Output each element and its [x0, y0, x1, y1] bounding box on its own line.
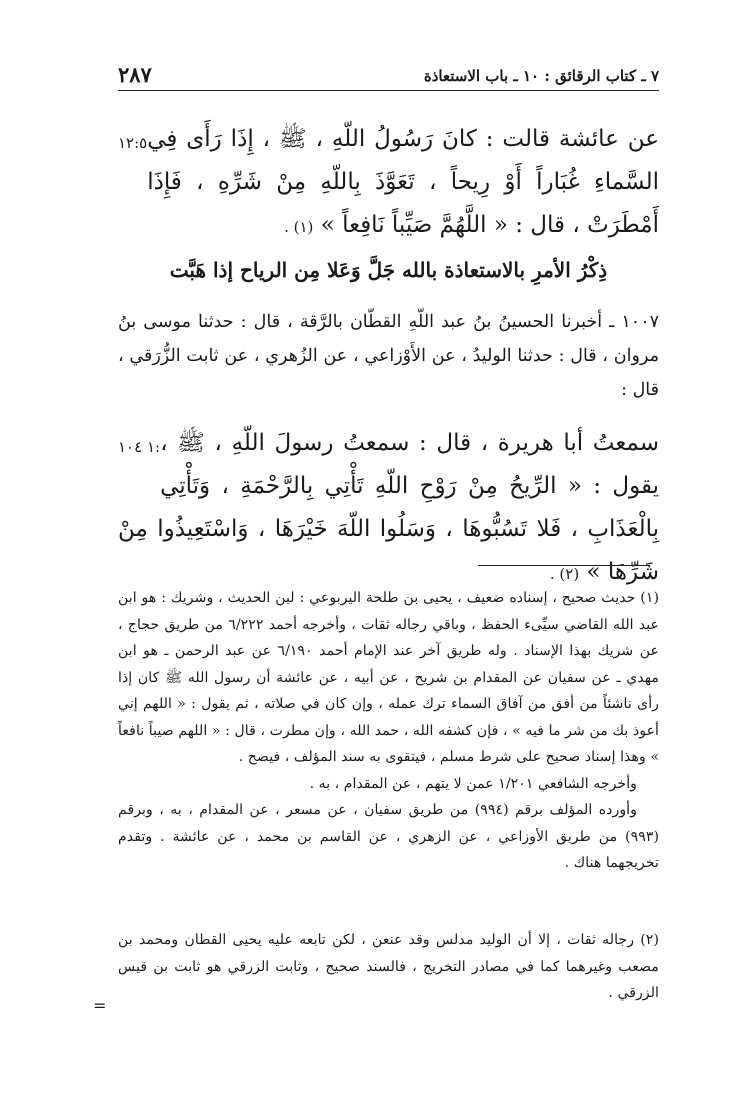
- footnote-2-marker: (٢): [640, 932, 659, 948]
- footnote-1-marker: (١): [640, 590, 659, 606]
- hadith-2-matn: سمعتُ أبا هريرة ، قال : سمعتُ رسولَ اللّهِ ، ﷺ ، يقول : « الرِّيحُ مِنْ رَوْحِ اللّهِ تَأْتِي بِالرَّحْمَةِ ، وَتَأْتِي بِالْعَذَابِ ، فَلا تَسُبُّوهَا ، وَسَلُوا اللّهَ خَيْرَهَا ، وَاسْتَعِيذُوا مِنْ شَرِّهَا »: [118, 430, 659, 585]
- footnote-1-body: حديث صحيح ، إسناده ضعيف ، يحيى بن طلحة اليربوعي : لين الحديث ، وشريك : هو ابن عبد الله القاضي سيِّىء الحفظ ، وباقي رجاله ثقات ، وأخرجه أحمد ٦/٢٢٢ من طريق حجاج ، عن شريك بهذا الإسناد . وله طريق آخر عند الإمام أحمد ٦/١٩٠ عن عبد الرحمن ـ هو ابن مهدي ـ عن سفيان عن المقدام بن شريح ، عن أبيه ، عن عائشة أن رسول الله ﷺ كان إذا رأى ناشئاً من أفق من آفاق السماء ترك عمله ، وإن كان في صلاته ، ثم يقول : « اللهم إني أعوذ بك من شر ما فيه » ، فإن كشفه الله ، حمد الله ، وإن مطرت ، قال : « اللهم صيباً نافعاً » وهذا إسناد صحيح على شرط مسلم ، فيتقوى به سند المؤلف ، فيصح .: [118, 590, 660, 765]
- hadith-2-text: [118, 422, 659, 596]
- footnote-divider: [478, 565, 650, 566]
- footnote-1-reference: (١) .: [284, 218, 314, 236]
- section-heading: ذِكْرُ الأمرِ بالاستعاذة بالله جَلَّ وَعَلا مِن الرياح إذا هَبَّت: [169, 258, 608, 282]
- hadith-2-cross-reference: ١ ١٠٤:: [118, 438, 161, 456]
- footnote-2-body: رجاله ثقات ، إلا أن الوليد مدلس وقد عنعن ، لكن تابعه عليه يحيى القطان ومحمد بن مصعب وغيرهما كما في مصادر التخريج ، فالسند صحيح ، وثابت الزرقي هو ثابت بن قيس الزرقي .: [118, 932, 659, 1001]
- footnote-1-para-3: وأورده المؤلف برقم (٩٩٤) من طريق سفيان ، عن مسعر ، عن المقدام ، به ، وبرقم (٩٩٣) من طريق الأوزاعي ، عن الزهري ، عن القاسم بن محمد ، عن عائشة . وتقدم تخريجهما هناك .: [118, 802, 659, 871]
- page-header: [118, 60, 659, 91]
- hadith-1-cross-reference: ١٢:٥: [118, 134, 148, 152]
- running-title: ٧ ـ كتاب الرقائق : ١٠ ـ باب الاستعاذة: [423, 67, 659, 85]
- page-number: ٢٨٧: [118, 62, 152, 87]
- footnote-2-reference: (٢) .: [549, 565, 580, 583]
- hadith-1-matn: عن عائشة قالت : كانَ رَسُولُ اللّهِ ، ﷺ ، إِذَا رَأَى فِي السَّماءِ غُبَاراً أَوْ رِيحاً ، تَعَوَّذَ بِاللّهِ مِنْ شَرِّهِ ، فَإِذَا أَمْطَرَتْ ، قال : « اللَّهُمَّ صَيِّباً نَافِعاً »: [147, 126, 659, 238]
- footnote-1-para-2: وأخرجه الشافعي ١/٢٠١ عمن لا يتهم ، عن المقدام ، به .: [309, 775, 637, 792]
- footnote-2: [118, 927, 659, 1007]
- footnote-1-para-1: [118, 585, 659, 771]
- hadith-1-text: [118, 118, 659, 249]
- footnote-1: [118, 585, 659, 877]
- hadith-2-isnad: ١٠٠٧ ـ أخبرنا الحسينُ بنُ عبد اللّهِ القطّان بالرَّقة ، قال : حدثنا موسى بنُ مروان ، قال : حدثنا الوليدُ ، عن الأَوْزاعي ، عن الزُهري ، عن ثابت الزُّرَقي ، قال :: [118, 312, 659, 400]
- continuation-mark: =: [93, 996, 107, 1015]
